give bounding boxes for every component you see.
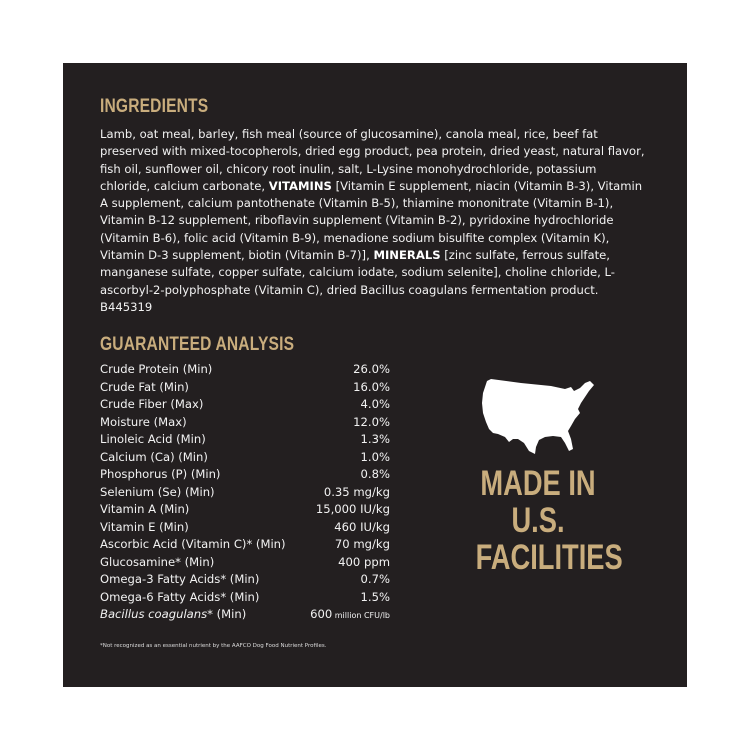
analysis-heading: GUARANTEED ANALYSIS [100, 334, 295, 355]
row-name: Crude Fiber (Max) [100, 397, 204, 411]
analysis-row [100, 361, 390, 379]
analysis-row [100, 449, 390, 467]
row-name [100, 606, 246, 624]
bacillus-suffix: * (Min) [207, 607, 247, 621]
row-name: Omega-3 Fatty Acids* (Min) [100, 572, 260, 586]
row-name: Omega-6 Fatty Acids* (Min) [100, 589, 260, 604]
row-value: 16.0% [353, 379, 390, 394]
row-name: Vitamin A (Min) [100, 502, 190, 516]
row-value: 0.7% [360, 572, 390, 586]
row-value: 12.0% [353, 414, 390, 429]
bacillus-value: 600 [310, 607, 333, 621]
row-value: 400 ppm [338, 554, 390, 569]
analysis-row [100, 431, 390, 449]
row-name: Crude Protein (Min) [100, 362, 213, 376]
bacillus-name: Bacillus coagulans [100, 607, 208, 621]
analysis-row [100, 519, 390, 537]
row-name: Selenium (Se) (Min) [100, 484, 215, 499]
row-value: 1.3% [360, 432, 390, 446]
row-name: Vitamin E (Min) [100, 519, 189, 534]
row-value: 15,000 IU/kg [315, 502, 390, 516]
usa-map-icon [481, 379, 595, 455]
row-name: Glucosamine* (Min) [100, 554, 215, 569]
row-name: Crude Fat (Min) [100, 379, 189, 394]
made-in-us-badge [475, 464, 623, 577]
vitamins-label: VITAMINS [268, 178, 332, 193]
analysis-row [100, 571, 390, 589]
row-name: Linoleic Acid (Min) [100, 432, 206, 446]
row-name: Ascorbic Acid (Vitamin C)* (Min) [100, 537, 286, 551]
ingredients-text-part-3: [zinc sulfate, ferrous sulfate, manganese sulfate, copper sulfate, calcium iodate, sodium selenite], choline chloride, L-ascorbyl-2-polyphosphate (Vitamin C), dried Bacillus coagulans fermentation product. B445319 [100, 248, 615, 314]
badge-line-3: FACILITIES [475, 538, 623, 577]
analysis-row [100, 589, 390, 607]
row-value [310, 606, 390, 624]
ingredients-text [100, 126, 648, 316]
row-value: 70 mg/kg [334, 537, 390, 551]
analysis-row [100, 396, 390, 414]
badge-line-2: U.S. [511, 501, 565, 540]
analysis-row [100, 484, 390, 502]
analysis-row [100, 554, 390, 572]
analysis-table [100, 361, 400, 624]
ingredients-heading: INGREDIENTS [100, 96, 209, 117]
row-value: 0.35 mg/kg [323, 484, 390, 499]
row-value: 26.0% [353, 362, 390, 376]
analysis-row [100, 501, 390, 519]
analysis-row [100, 414, 390, 432]
row-name: Calcium (Ca) (Min) [100, 449, 208, 464]
row-value: 1.5% [360, 589, 390, 604]
nutrition-panel [63, 63, 687, 687]
analysis-row [100, 536, 390, 554]
row-value: 460 IU/kg [334, 519, 390, 534]
analysis-row-bacillus [100, 606, 390, 624]
row-name: Moisture (Max) [100, 414, 187, 429]
bacillus-unit: million CFU/lb [332, 611, 390, 620]
badge-line-1: MADE IN [480, 464, 596, 503]
analysis-row [100, 379, 390, 397]
row-value: 4.0% [360, 397, 390, 411]
row-name: Phosphorus (P) (Min) [100, 467, 221, 481]
row-value: 1.0% [360, 449, 390, 464]
ingredients-text-part-1: Lamb, oat meal, barley, fish meal (source of glucosamine), canola meal, rice, beef fat preserved with mixed-tocopherols, dried egg product, pea protein, dried yeast, natural flavor, fish oil, sunflower oil, chicory root inulin, salt, L-Lysine monohydrochloride, potassium chloride, calcium carbonate, [100, 127, 645, 193]
ingredients-text-part-2: [Vitamin E supplement, niacin (Vitamin B-3), Vitamin A supplement, calcium pantothenate (Vitamin B-5), thiamine mononitrate (Vitamin B-1), Vitamin B-12 supplement, riboflavin supplement (Vitamin B-2), pyridoxine hydrochloride (Vitamin B-6), folic acid (Vitamin B-9), menadione sodium bisulfite complex (Vitamin K), Vitamin D-3 supplement, biotin (Vitamin B-7)], [100, 178, 643, 263]
minerals-label: MINERALS [373, 248, 441, 263]
analysis-row [100, 466, 390, 484]
footnote: *Not recognized as an essential nutrient by the AAFCO Dog Food Nutrient Profiles. [100, 643, 327, 649]
row-value: 0.8% [360, 467, 390, 481]
